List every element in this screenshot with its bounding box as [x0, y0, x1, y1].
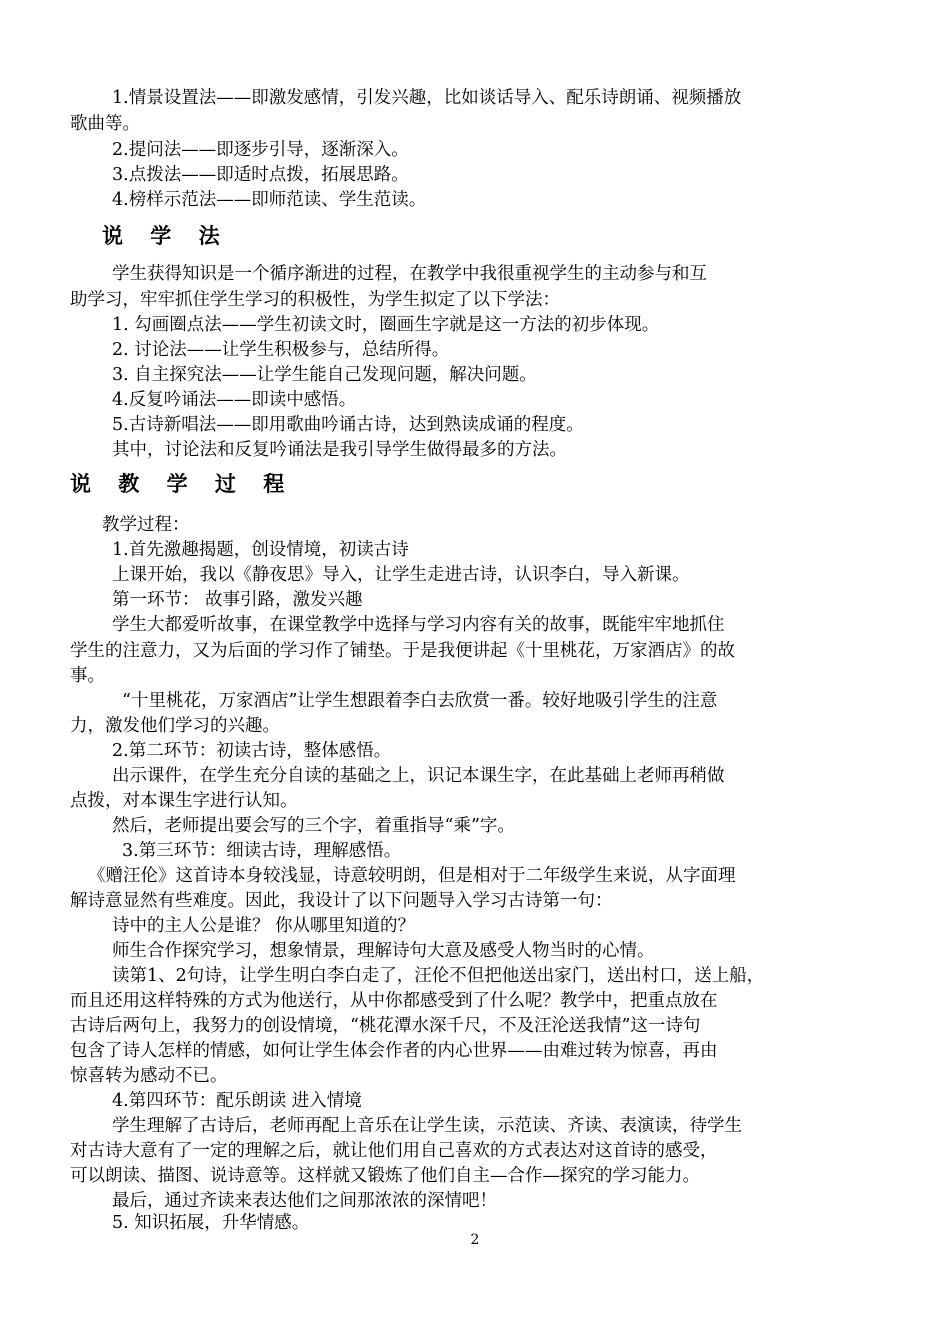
- paragraph-line: “十里桃花，万家酒店”让学生想跟着李白去欣赏一番。较好地吸引学生的注意: [122, 691, 718, 711]
- paragraph-line: 《赠汪伦》这首诗本身较浅显，诗意较明朗，但是相对于二年级学生来说，从字面理: [88, 866, 736, 886]
- paragraph-line: 而且还用这样特殊的方式为他送行，从中你都感受到了什么呢？教学中，把重点放在: [70, 991, 718, 1011]
- method-line: 4.榜样示范法——即师范读、学生范读。: [112, 190, 427, 210]
- paragraph-line: 古诗后两句上，我努力的创设情境，“桃花潭水深千尺，不及汪沦送我情”这一诗句: [70, 1016, 701, 1036]
- paragraph-line: 1.首先激趣揭题，创设情境，初读古诗: [112, 540, 409, 560]
- paragraph-line: 上课开始，我以《静夜思》导入，让学生走进古诗，认识李白，导入新课。: [112, 565, 690, 585]
- paragraph-line: 可以朗读、描图、说诗意等。这样就又锻炼了他们自主—合作—探究的学习能力。: [70, 1166, 700, 1186]
- method-line: 1.情景设置法——即激发感情，引发兴趣，比如谈话导入、配乐诗朗诵、视频播放: [112, 88, 742, 108]
- page-number: 2: [470, 1232, 480, 1248]
- paragraph-line: 2.第二环节：初读古诗，整体感悟。: [112, 741, 392, 761]
- section-heading-learning-methods: 说 学 法: [102, 223, 230, 248]
- paragraph-line: 惊喜转为感动不已。: [70, 1066, 228, 1086]
- paragraph-line: 力，激发他们学习的兴趣。: [70, 716, 280, 736]
- paragraph-line: 3.第三环节：细读古诗，理解感悟。: [122, 841, 402, 861]
- paragraph-line: 第一环节： 故事引路，激发兴趣: [112, 590, 363, 610]
- paragraph-line: 然后，老师提出要会写的三个字，着重指导“乘”字。: [112, 816, 515, 836]
- method-line: 歌曲等。: [70, 114, 140, 134]
- paragraph-line: 4.反复吟诵法——即读中感悟。: [112, 390, 357, 410]
- method-line: 2.提问法——即逐步引导，逐渐深入。: [112, 140, 409, 160]
- paragraph-line: 2. 讨论法——让学生积极参与，总结所得。: [112, 340, 450, 360]
- paragraph-line: 对古诗大意有了一定的理解之后，就让他们用自己喜欢的方式表达对这首诗的感受，: [70, 1141, 718, 1161]
- paragraph-line: 包含了诗人怎样的情感，如何让学生体会作者的内心世界——由难过转为惊喜，再由: [70, 1041, 718, 1061]
- paragraph-line: 5. 知识拓展，升华情感。: [112, 1213, 310, 1233]
- section-heading-teaching-process: 说 教 学 过 程: [70, 471, 295, 496]
- paragraph-line: 事。: [70, 666, 105, 686]
- paragraph-line: 解诗意显然有些难度。因此，我设计了以下问题导入学习古诗第一句：: [70, 891, 613, 911]
- paragraph-line: 学生的注意力，又为后面的学习作了铺垫。于是我便讲起《十里桃花，万家酒店》的故: [70, 641, 735, 661]
- paragraph-line: 4.第四环节：配乐朗读 进入情境: [112, 1091, 362, 1111]
- paragraph-line: 师生合作探究学习，想象情景，理解诗句大意及感受人物当时的心情。: [112, 941, 655, 961]
- paragraph-line: 其中，讨论法和反复吟诵法是我引导学生做得最多的方法。: [112, 440, 567, 460]
- paragraph-line: 最后，通过齐读来表达他们之间那浓浓的深情吧！: [112, 1191, 497, 1211]
- paragraph-line: 出示课件，在学生充分自读的基础之上，识记本课生字，在此基础上老师再稍做: [112, 766, 725, 786]
- paragraph-line: 助学习，牢牢抓住学生学习的积极性，为学生拟定了以下学法：: [70, 290, 560, 310]
- paragraph-line: 诗中的主人公是谁？ 你从哪里知道的？: [112, 916, 416, 936]
- paragraph-line: 5.古诗新唱法——即用歌曲吟诵古诗，达到熟读成诵的程度。: [112, 415, 584, 435]
- paragraph-line: 3. 自主探究法——让学生能自己发现问题，解决问题。: [112, 365, 537, 385]
- paragraph-line: 教学过程：: [102, 515, 190, 535]
- paragraph-line: 点拨，对本课生字进行认知。: [70, 791, 298, 811]
- paragraph-line: 读第1、2句诗，让学生明白李白走了，汪伦不但把他送出家门，送出村口，送上船，: [112, 966, 765, 986]
- paragraph-line: 学生大都爱听故事，在课堂教学中选择与学习内容有关的故事，既能牢牢地抓住: [112, 615, 725, 635]
- paragraph-line: 学生获得知识是一个循序渐进的过程，在教学中我很重视学生的主动参与和互: [112, 264, 707, 284]
- paragraph-line: 学生理解了古诗后，老师再配上音乐在让学生读，示范读、齐读、表演读，待学生: [112, 1116, 742, 1136]
- paragraph-line: 1. 勾画圈点法——学生初读文时，圈画生字就是这一方法的初步体现。: [112, 315, 660, 335]
- method-line: 3.点拨法——即适时点拨，拓展思路。: [112, 165, 409, 185]
